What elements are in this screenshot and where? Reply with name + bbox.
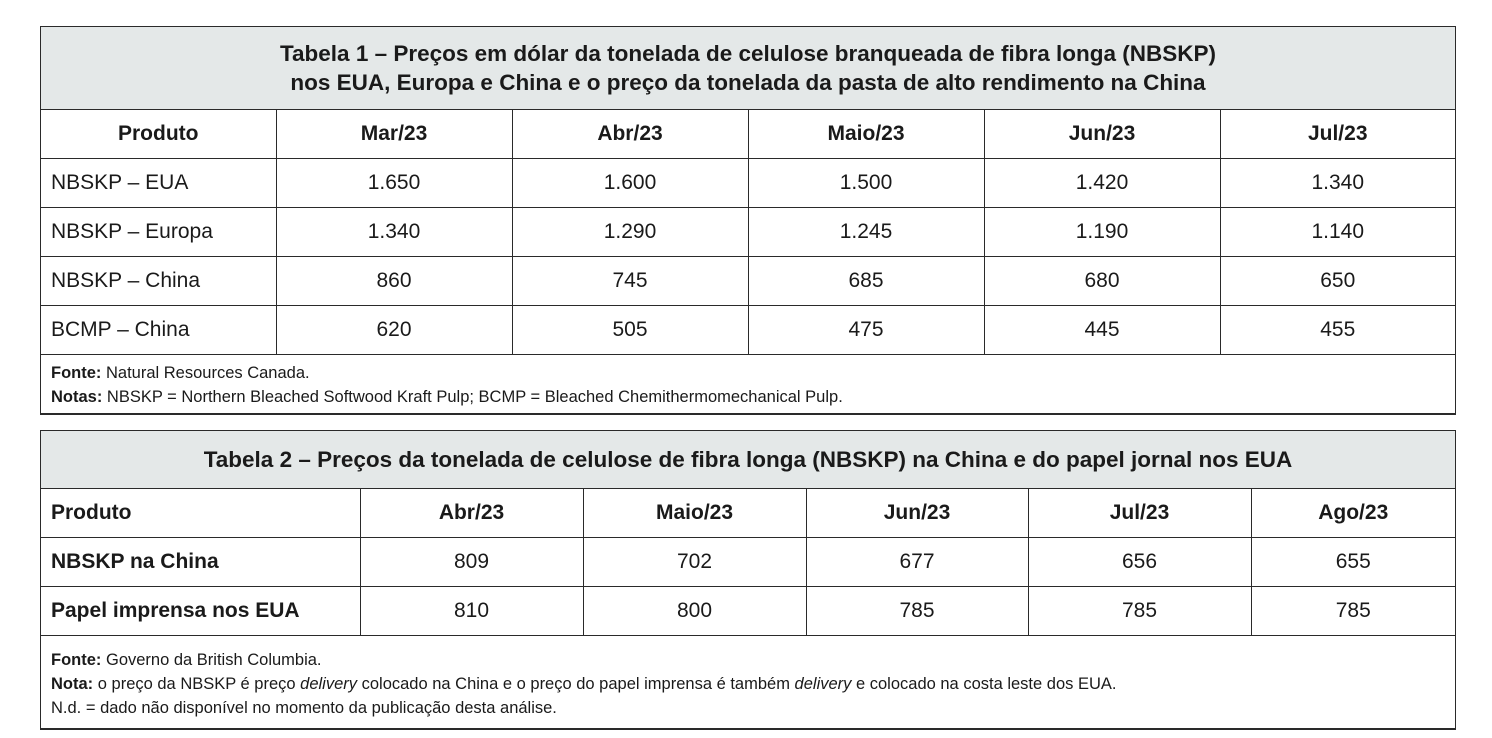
column-header: Jul/23 — [1220, 110, 1455, 159]
row-label: BCMP – China — [41, 306, 276, 355]
column-header: Produto — [41, 110, 276, 159]
column-header: Jun/23 — [806, 489, 1028, 538]
table-cell: 445 — [984, 306, 1220, 355]
row-label: NBSKP na China — [41, 538, 360, 587]
table-cell: 1.600 — [512, 159, 748, 208]
row-label: Papel imprensa nos EUA — [41, 587, 360, 636]
row-label: NBSKP – Europa — [41, 208, 276, 257]
notes-label: Notas: — [51, 388, 103, 406]
table-cell: 809 — [360, 538, 583, 587]
table-cell: 655 — [1251, 538, 1455, 587]
table-cell: 1.340 — [1220, 159, 1455, 208]
table-cell: 745 — [512, 257, 748, 306]
source-label: Fonte: — [51, 364, 102, 382]
note-italic: delivery — [794, 675, 852, 693]
table-row — [41, 587, 1455, 636]
table-cell: 1.140 — [1220, 208, 1455, 257]
source-text: Natural Resources Canada. — [101, 364, 310, 382]
table-cell: 620 — [276, 306, 512, 355]
table-1-header-row — [41, 110, 1455, 159]
table-2-title: Tabela 2 – Preços da tonelada de celulose de fibra longa (NBSKP) na China e do papel jornal nos EUA — [41, 431, 1455, 489]
table-cell: 1.290 — [512, 208, 748, 257]
table-row — [41, 306, 1455, 355]
table-cell: 475 — [748, 306, 984, 355]
table-2-notes — [41, 636, 1455, 729]
table-1-title-line-2: nos EUA, Europa e China e o preço da tonelada da pasta de alto rendimento na China — [290, 70, 1206, 95]
column-header: Jul/23 — [1028, 489, 1251, 538]
note-line — [51, 672, 1445, 696]
table-row — [41, 159, 1455, 208]
table-1-title — [41, 27, 1455, 110]
table-cell: 656 — [1028, 538, 1251, 587]
table-cell: 1.245 — [748, 208, 984, 257]
table-2-header-row — [41, 489, 1455, 538]
table-cell: 680 — [984, 257, 1220, 306]
table-1-notes — [41, 355, 1455, 414]
table-cell: 1.190 — [984, 208, 1220, 257]
column-header: Maio/23 — [583, 489, 806, 538]
table-cell: 785 — [1251, 587, 1455, 636]
table-row — [41, 208, 1455, 257]
note-text: e colocado na costa leste dos EUA. — [851, 675, 1117, 693]
table-cell: 685 — [748, 257, 984, 306]
row-label: NBSKP – EUA — [41, 159, 276, 208]
column-header: Produto — [41, 489, 360, 538]
table-cell: 1.420 — [984, 159, 1220, 208]
table-2 — [40, 430, 1456, 730]
table-cell: 800 — [583, 587, 806, 636]
source-line — [51, 648, 1445, 672]
notes-line — [51, 385, 1445, 409]
table-cell: 785 — [1028, 587, 1251, 636]
source-text: Governo da British Columbia. — [101, 651, 322, 669]
note-text: colocado na China e o preço do papel imprensa é também — [357, 675, 795, 693]
note-italic: delivery — [300, 675, 358, 693]
column-header: Jun/23 — [984, 110, 1220, 159]
table-cell: 677 — [806, 538, 1028, 587]
table-cell: 1.650 — [276, 159, 512, 208]
table-cell: 810 — [360, 587, 583, 636]
column-header: Abr/23 — [512, 110, 748, 159]
table-1-title-line-1: Tabela 1 – Preços em dólar da tonelada de celulose branqueada de fibra longa (NBSKP) — [279, 41, 1217, 66]
column-header: Mar/23 — [276, 110, 512, 159]
table-cell: 702 — [583, 538, 806, 587]
table-row — [41, 538, 1455, 587]
table-cell: 505 — [512, 306, 748, 355]
column-header: Ago/23 — [1251, 489, 1455, 538]
table-1 — [40, 26, 1456, 415]
nd-line: N.d. = dado não disponível no momento da publicação desta análise. — [51, 699, 557, 717]
source-label: Fonte: — [51, 651, 102, 669]
table-cell: 785 — [806, 587, 1028, 636]
source-line — [51, 361, 1445, 385]
column-header: Abr/23 — [360, 489, 583, 538]
table-cell: 860 — [276, 257, 512, 306]
table-cell: 1.500 — [748, 159, 984, 208]
note-label: Nota: — [51, 675, 94, 693]
table-row — [41, 257, 1455, 306]
table-cell: 455 — [1220, 306, 1455, 355]
table-cell: 1.340 — [276, 208, 512, 257]
note-text: o preço da NBSKP é preço — [93, 675, 301, 693]
row-label: NBSKP – China — [41, 257, 276, 306]
notes-text: NBSKP = Northern Bleached Softwood Kraft Pulp; BCMP = Bleached Chemithermomechanical Pulp. — [102, 388, 843, 406]
column-header: Maio/23 — [748, 110, 984, 159]
table-cell: 650 — [1220, 257, 1455, 306]
